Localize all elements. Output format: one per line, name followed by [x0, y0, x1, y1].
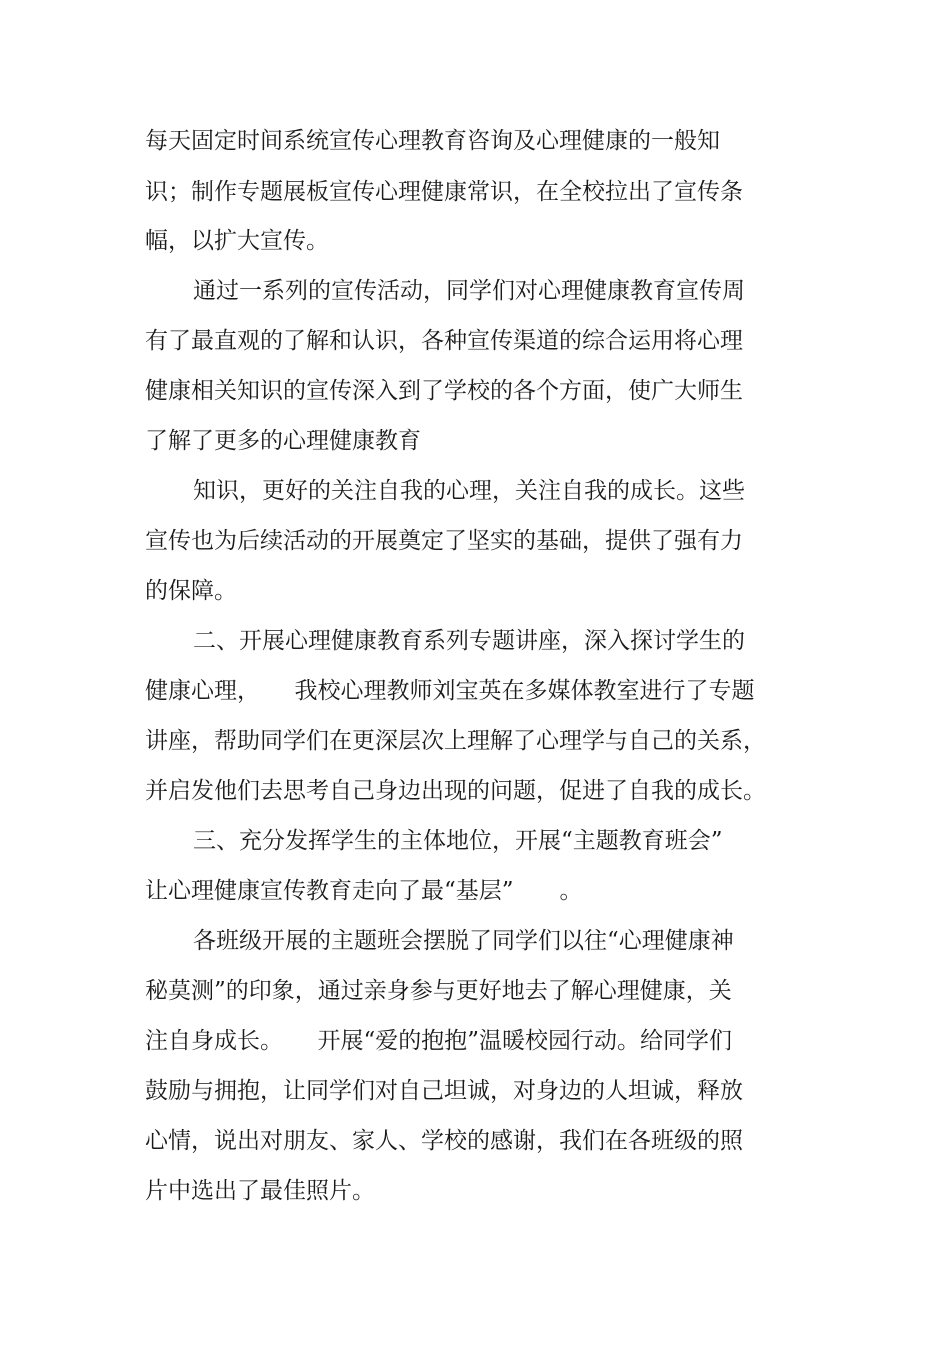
text-line: 的保障。	[145, 578, 237, 604]
text-line: 让心理健康宣传教育走向了最“基层” 。	[145, 878, 583, 904]
text-line: 幅，以扩大宣传。	[145, 228, 329, 254]
text-line: 有了最直观的了解和认识，各种宣传渠道的综合运用将心理	[145, 328, 743, 354]
text-line: 各班级开展的主题班会摆脱了同学们以往“心理健康神	[193, 928, 734, 954]
text-line: 知识，更好的关注自我的心理，关注自我的成长。这些	[193, 478, 745, 504]
text-line: 健康相关知识的宣传深入到了学校的各个方面，使广大师生	[145, 378, 743, 404]
text-line: 三、充分发挥学生的主体地位，开展“主题教育班会”	[193, 828, 723, 854]
text-line: 识；制作专题展板宣传心理健康常识，在全校拉出了宣传条	[145, 179, 743, 205]
text-line: 并启发他们去思考自己身边出现的问题，促进了自我的成长。	[145, 778, 766, 804]
text-line: 二、开展心理健康教育系列专题讲座，深入探讨学生的	[193, 628, 745, 654]
text-line: 通过一系列的宣传活动，同学们对心理健康教育宣传周	[193, 278, 745, 304]
text-line: 讲座，帮助同学们在更深层次上理解了心理学与自己的关系，	[145, 728, 766, 754]
text-line: 心情，说出对朋友、家人、学校的感谢，我们在各班级的照	[145, 1128, 743, 1154]
text-line: 了解了更多的心理健康教育	[145, 428, 421, 454]
text-line: 每天固定时间系统宣传心理教育咨询及心理健康的一般知	[145, 128, 720, 154]
text-line: 宣传也为后续活动的开展奠定了坚实的基础，提供了强有力	[145, 528, 743, 554]
text-line: 健康心理， 我校心理教师刘宝英在多媒体教室进行了专题	[145, 678, 755, 704]
text-line: 鼓励与拥抱，让同学们对自己坦诚，对身边的人坦诚，释放	[145, 1078, 743, 1104]
text-line: 秘莫测”的印象，通过亲身参与更好地去了解心理健康，关	[145, 978, 732, 1004]
text-line: 注自身成长。 开展“爱的抱抱”温暖校园行动。给同学们	[145, 1028, 733, 1054]
text-line: 片中选出了最佳照片。	[145, 1178, 375, 1204]
